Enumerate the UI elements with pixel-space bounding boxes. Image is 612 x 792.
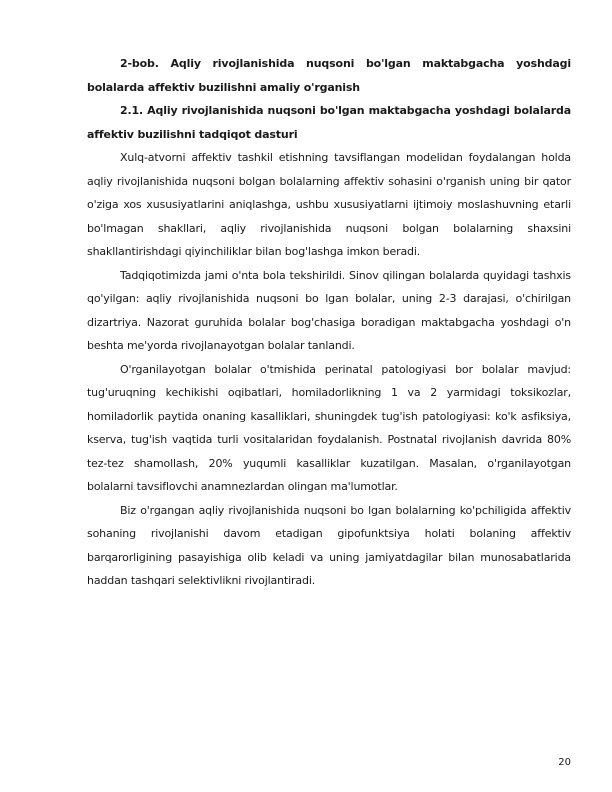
body-paragraph: Biz o'rgangan aqliy rivojlanishida nuqsoni bo lgan bolalarning ko'pchiligida affektiv sohaning rivojlanishi davom etadigan gipofunktsiya holati bolaning affektiv barqarorligining pasayishiga olib keladi va uning jamiyatdagilar bilan munosabatlarida haddan tashqari selektivlikni rivojlantiradi. [87, 503, 571, 587]
section-heading: 2.1. Aqliy rivojlanishida nuqsoni bo'lgan maktabgacha yoshdagi bolalarda affektiv buzilishni tadqiqot dasturi [87, 104, 571, 141]
body-paragraph: Xulq-atvorni affektiv tashkil etishning tavsiflangan modelidan foydalangan holda aqliy rivojlanishida nuqsoni bolgan bolalarning affektiv sohasini o'rganish uning bir qator o'ziga xos xususiyatlarini aniqlashga, ushbu xususiyatlarni ijtimoiy moslashuvning etarli bo'lmagan shakllari, aqliy rivojlanishida nuqsoni bolgan bolalarning shaxsini shakllantirishdagi qiyinchiliklar bilan bog'lashga imkon beradi. [87, 151, 571, 258]
body-paragraph: O'rganilayotgan bolalar o'tmishida perinatal patologiyasi bor bolalar mavjud: tug'uruqning kechikishi oqibatlari, homiladorlikning 1 va 2 yarmidagi toksikozlar, homiladorlik paytida onaning kasalliklari, shuningdek tug'ish patologiyasi: ko'k asfiksiya, kserva, tug'ish vaqtida turli vositalaridan foydalanish. Postnatal rivojlanish davrida 80% tez-tez shamollash, 20% yuqumli kasalliklar kuzatilgan. Masalan, o'rganilayotgan bolalarni tavsiflovchi anamnezlardan olingan ma'lumotlar. [87, 362, 571, 493]
body-paragraph: Tadqiqotimizda jami o'nta bola tekshirildi. Sinov qilingan bolalarda quyidagi tashxis qo'yilgan: aqliy rivojlanishida nuqsoni bo lgan bolalar, uning 2-3 darajasi, o'chirilgan dizartriya. Nazorat guruhida bolalar bog'chasiga boradigan maktabgacha yoshdagi o'n beshta me'yorda rivojlanayotgan bolalar tanlandi. [87, 268, 571, 352]
document-body [87, 52, 571, 593]
page-number: 20 [558, 757, 571, 768]
chapter-heading: 2-bob. Aqliy rivojlanishida nuqsoni bo'lgan maktabgacha yoshdagi bolalarda affektiv buzilishni amaliy o'rganish [87, 57, 571, 94]
